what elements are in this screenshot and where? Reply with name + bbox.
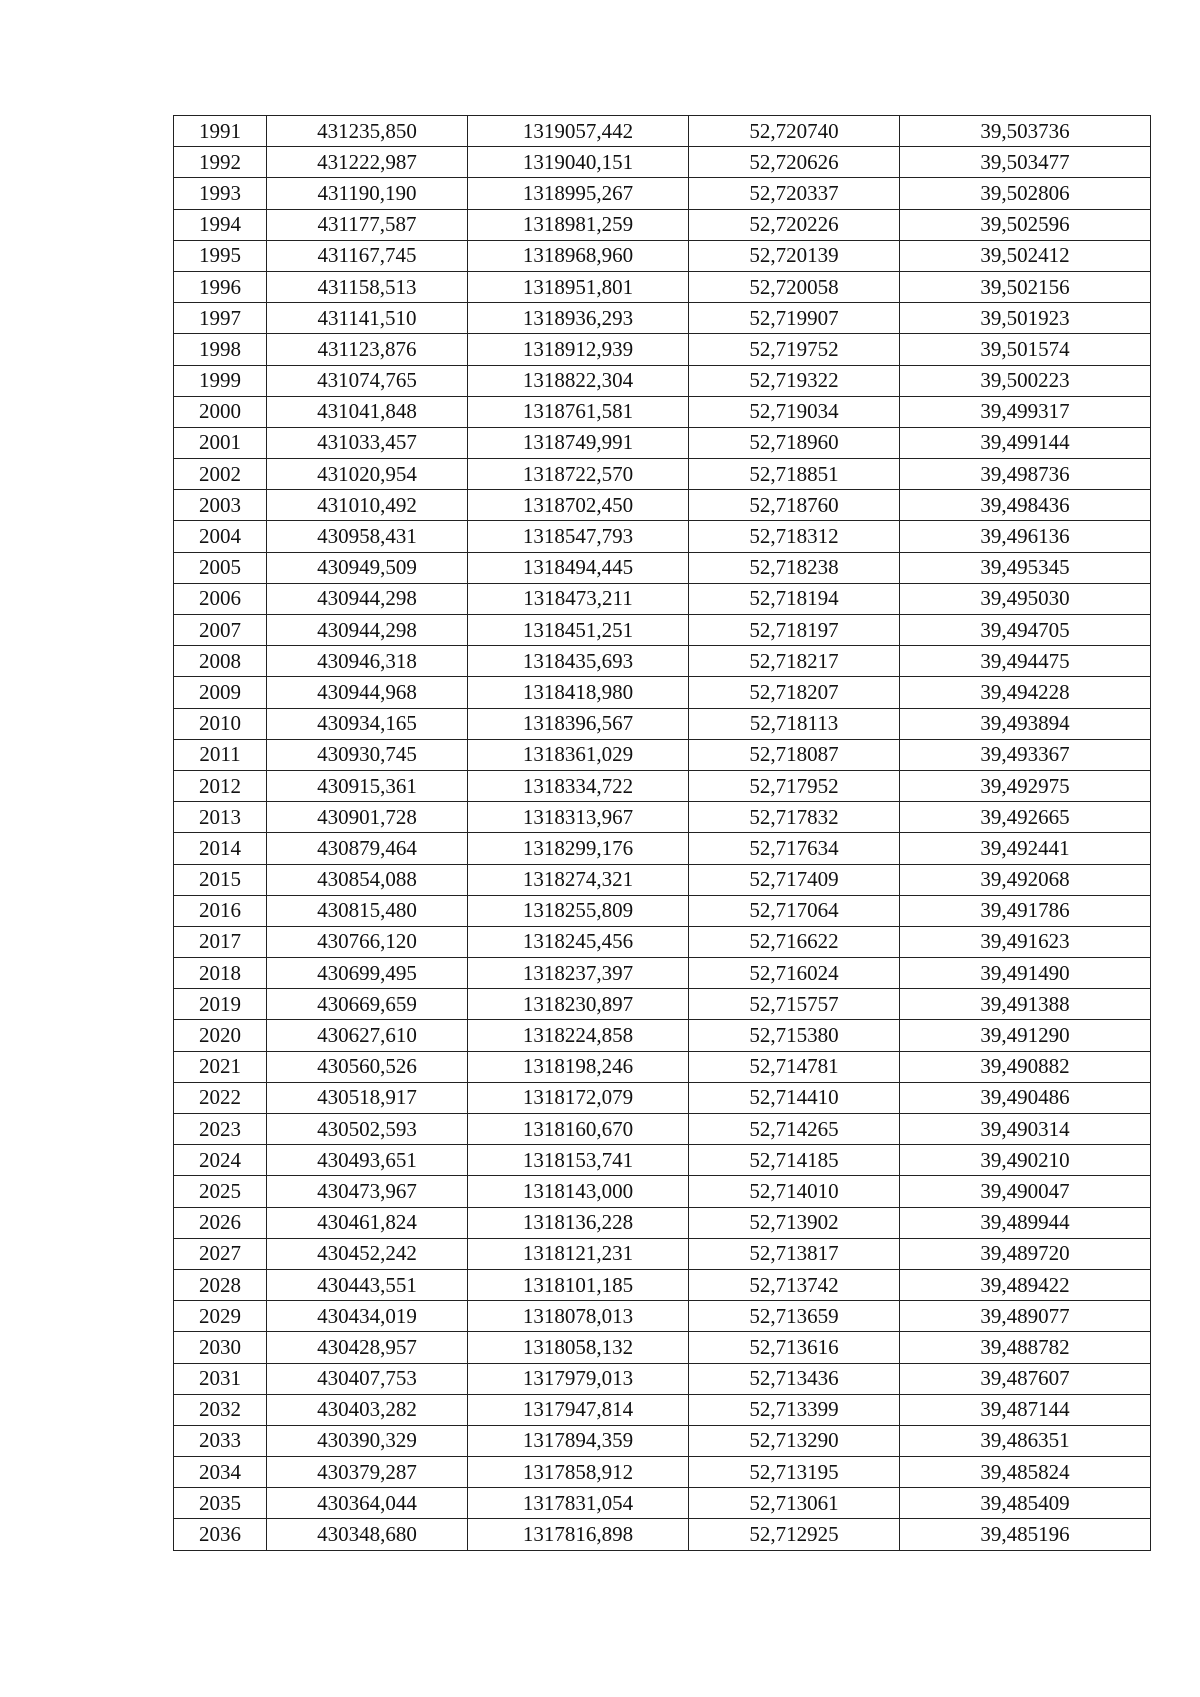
latitude-cell: 52,713290 xyxy=(689,1425,900,1456)
point-number-cell: 2002 xyxy=(174,459,267,490)
x-coordinate-cell: 430428,957 xyxy=(267,1332,468,1363)
table-row xyxy=(174,271,1151,302)
x-coordinate-cell: 430518,917 xyxy=(267,1082,468,1113)
x-coordinate-cell: 430502,593 xyxy=(267,1114,468,1145)
table-row xyxy=(174,708,1151,739)
longitude-cell: 39,485409 xyxy=(900,1488,1151,1519)
y-coordinate-cell: 1318230,897 xyxy=(468,989,689,1020)
longitude-cell: 39,492975 xyxy=(900,770,1151,801)
point-number-cell: 2021 xyxy=(174,1051,267,1082)
y-coordinate-cell: 1318274,321 xyxy=(468,864,689,895)
longitude-cell: 39,491786 xyxy=(900,895,1151,926)
y-coordinate-cell: 1318396,567 xyxy=(468,708,689,739)
table-row xyxy=(174,1207,1151,1238)
y-coordinate-cell: 1317947,814 xyxy=(468,1394,689,1425)
longitude-cell: 39,489944 xyxy=(900,1207,1151,1238)
table-row xyxy=(174,1020,1151,1051)
x-coordinate-cell: 431222,987 xyxy=(267,147,468,178)
x-coordinate-cell: 430669,659 xyxy=(267,989,468,1020)
point-number-cell: 2019 xyxy=(174,989,267,1020)
point-number-cell: 2024 xyxy=(174,1145,267,1176)
y-coordinate-cell: 1318451,251 xyxy=(468,615,689,646)
y-coordinate-cell: 1318255,809 xyxy=(468,895,689,926)
longitude-cell: 39,494475 xyxy=(900,646,1151,677)
x-coordinate-cell: 431235,850 xyxy=(267,116,468,147)
latitude-cell: 52,718238 xyxy=(689,552,900,583)
x-coordinate-cell: 430473,967 xyxy=(267,1176,468,1207)
latitude-cell: 52,718194 xyxy=(689,583,900,614)
x-coordinate-cell: 431141,510 xyxy=(267,303,468,334)
longitude-cell: 39,485196 xyxy=(900,1519,1151,1550)
point-number-cell: 2008 xyxy=(174,646,267,677)
y-coordinate-cell: 1318981,259 xyxy=(468,209,689,240)
latitude-cell: 52,719752 xyxy=(689,334,900,365)
point-number-cell: 2005 xyxy=(174,552,267,583)
point-number-cell: 2013 xyxy=(174,802,267,833)
longitude-cell: 39,496136 xyxy=(900,521,1151,552)
y-coordinate-cell: 1318702,450 xyxy=(468,490,689,521)
y-coordinate-cell: 1318822,304 xyxy=(468,365,689,396)
point-number-cell: 2031 xyxy=(174,1363,267,1394)
x-coordinate-cell: 430627,610 xyxy=(267,1020,468,1051)
latitude-cell: 52,720058 xyxy=(689,271,900,302)
x-coordinate-cell: 430461,824 xyxy=(267,1207,468,1238)
point-number-cell: 2028 xyxy=(174,1269,267,1300)
x-coordinate-cell: 431033,457 xyxy=(267,427,468,458)
point-number-cell: 1996 xyxy=(174,271,267,302)
point-number-cell: 2003 xyxy=(174,490,267,521)
x-coordinate-cell: 430958,431 xyxy=(267,521,468,552)
y-coordinate-cell: 1318418,980 xyxy=(468,677,689,708)
table-row xyxy=(174,209,1151,240)
y-coordinate-cell: 1318912,939 xyxy=(468,334,689,365)
latitude-cell: 52,713436 xyxy=(689,1363,900,1394)
latitude-cell: 52,716024 xyxy=(689,958,900,989)
latitude-cell: 52,720337 xyxy=(689,178,900,209)
table-row xyxy=(174,552,1151,583)
x-coordinate-cell: 430452,242 xyxy=(267,1238,468,1269)
point-number-cell: 2001 xyxy=(174,427,267,458)
point-number-cell: 2014 xyxy=(174,833,267,864)
longitude-cell: 39,498436 xyxy=(900,490,1151,521)
table-row xyxy=(174,1332,1151,1363)
table-row xyxy=(174,1269,1151,1300)
point-number-cell: 2034 xyxy=(174,1457,267,1488)
y-coordinate-cell: 1319040,151 xyxy=(468,147,689,178)
x-coordinate-cell: 430699,495 xyxy=(267,958,468,989)
longitude-cell: 39,494705 xyxy=(900,615,1151,646)
table-row xyxy=(174,615,1151,646)
table-row xyxy=(174,989,1151,1020)
table-row xyxy=(174,1114,1151,1145)
longitude-cell: 39,495030 xyxy=(900,583,1151,614)
table-row xyxy=(174,770,1151,801)
longitude-cell: 39,490486 xyxy=(900,1082,1151,1113)
x-coordinate-cell: 430944,298 xyxy=(267,615,468,646)
x-coordinate-cell: 431177,587 xyxy=(267,209,468,240)
latitude-cell: 52,714781 xyxy=(689,1051,900,1082)
y-coordinate-cell: 1318494,445 xyxy=(468,552,689,583)
latitude-cell: 52,717952 xyxy=(689,770,900,801)
point-number-cell: 2007 xyxy=(174,615,267,646)
latitude-cell: 52,718851 xyxy=(689,459,900,490)
longitude-cell: 39,502596 xyxy=(900,209,1151,240)
point-number-cell: 2011 xyxy=(174,739,267,770)
latitude-cell: 52,718197 xyxy=(689,615,900,646)
longitude-cell: 39,488782 xyxy=(900,1332,1151,1363)
x-coordinate-cell: 430443,551 xyxy=(267,1269,468,1300)
longitude-cell: 39,491623 xyxy=(900,926,1151,957)
point-number-cell: 2030 xyxy=(174,1332,267,1363)
point-number-cell: 2029 xyxy=(174,1301,267,1332)
x-coordinate-cell: 431167,745 xyxy=(267,240,468,271)
latitude-cell: 52,718760 xyxy=(689,490,900,521)
longitude-cell: 39,502412 xyxy=(900,240,1151,271)
table-row xyxy=(174,365,1151,396)
y-coordinate-cell: 1318172,079 xyxy=(468,1082,689,1113)
table-row xyxy=(174,1145,1151,1176)
x-coordinate-cell: 430493,651 xyxy=(267,1145,468,1176)
y-coordinate-cell: 1318936,293 xyxy=(468,303,689,334)
longitude-cell: 39,501923 xyxy=(900,303,1151,334)
latitude-cell: 52,714185 xyxy=(689,1145,900,1176)
x-coordinate-cell: 430407,753 xyxy=(267,1363,468,1394)
y-coordinate-cell: 1318313,967 xyxy=(468,802,689,833)
y-coordinate-cell: 1318101,185 xyxy=(468,1269,689,1300)
longitude-cell: 39,490047 xyxy=(900,1176,1151,1207)
y-coordinate-cell: 1317816,898 xyxy=(468,1519,689,1550)
latitude-cell: 52,715757 xyxy=(689,989,900,1020)
point-number-cell: 2016 xyxy=(174,895,267,926)
point-number-cell: 1999 xyxy=(174,365,267,396)
x-coordinate-cell: 430930,745 xyxy=(267,739,468,770)
x-coordinate-cell: 430390,329 xyxy=(267,1425,468,1456)
table-row xyxy=(174,1394,1151,1425)
latitude-cell: 52,717634 xyxy=(689,833,900,864)
x-coordinate-cell: 430879,464 xyxy=(267,833,468,864)
y-coordinate-cell: 1318245,456 xyxy=(468,926,689,957)
y-coordinate-cell: 1318237,397 xyxy=(468,958,689,989)
y-coordinate-cell: 1318299,176 xyxy=(468,833,689,864)
y-coordinate-cell: 1318136,228 xyxy=(468,1207,689,1238)
table-row xyxy=(174,303,1151,334)
table-row xyxy=(174,1519,1151,1550)
y-coordinate-cell: 1317979,013 xyxy=(468,1363,689,1394)
latitude-cell: 52,718312 xyxy=(689,521,900,552)
y-coordinate-cell: 1317831,054 xyxy=(468,1488,689,1519)
table-row xyxy=(174,396,1151,427)
table-row xyxy=(174,583,1151,614)
longitude-cell: 39,489077 xyxy=(900,1301,1151,1332)
table-row xyxy=(174,926,1151,957)
x-coordinate-cell: 430901,728 xyxy=(267,802,468,833)
y-coordinate-cell: 1318058,132 xyxy=(468,1332,689,1363)
y-coordinate-cell: 1317858,912 xyxy=(468,1457,689,1488)
latitude-cell: 52,713659 xyxy=(689,1301,900,1332)
longitude-cell: 39,492665 xyxy=(900,802,1151,833)
x-coordinate-cell: 431074,765 xyxy=(267,365,468,396)
x-coordinate-cell: 430379,287 xyxy=(267,1457,468,1488)
x-coordinate-cell: 431190,190 xyxy=(267,178,468,209)
table-row xyxy=(174,864,1151,895)
longitude-cell: 39,491388 xyxy=(900,989,1151,1020)
table-row xyxy=(174,116,1151,147)
table-row xyxy=(174,334,1151,365)
latitude-cell: 52,718217 xyxy=(689,646,900,677)
point-number-cell: 2000 xyxy=(174,396,267,427)
x-coordinate-cell: 430403,282 xyxy=(267,1394,468,1425)
coordinates-table xyxy=(173,115,1151,1551)
table-row xyxy=(174,178,1151,209)
table-row xyxy=(174,521,1151,552)
latitude-cell: 52,717409 xyxy=(689,864,900,895)
point-number-cell: 2012 xyxy=(174,770,267,801)
longitude-cell: 39,502156 xyxy=(900,271,1151,302)
latitude-cell: 52,713902 xyxy=(689,1207,900,1238)
point-number-cell: 2015 xyxy=(174,864,267,895)
table-row xyxy=(174,490,1151,521)
latitude-cell: 52,719034 xyxy=(689,396,900,427)
point-number-cell: 1992 xyxy=(174,147,267,178)
table-row xyxy=(174,1363,1151,1394)
y-coordinate-cell: 1318761,581 xyxy=(468,396,689,427)
latitude-cell: 52,720740 xyxy=(689,116,900,147)
point-number-cell: 1995 xyxy=(174,240,267,271)
longitude-cell: 39,495345 xyxy=(900,552,1151,583)
latitude-cell: 52,718207 xyxy=(689,677,900,708)
point-number-cell: 2006 xyxy=(174,583,267,614)
x-coordinate-cell: 430934,165 xyxy=(267,708,468,739)
longitude-cell: 39,501574 xyxy=(900,334,1151,365)
table-row xyxy=(174,147,1151,178)
longitude-cell: 39,500223 xyxy=(900,365,1151,396)
latitude-cell: 52,717832 xyxy=(689,802,900,833)
coordinates-table-body xyxy=(174,116,1151,1551)
y-coordinate-cell: 1318361,029 xyxy=(468,739,689,770)
y-coordinate-cell: 1318473,211 xyxy=(468,583,689,614)
longitude-cell: 39,502806 xyxy=(900,178,1151,209)
table-row xyxy=(174,1488,1151,1519)
point-number-cell: 1991 xyxy=(174,116,267,147)
longitude-cell: 39,489720 xyxy=(900,1238,1151,1269)
y-coordinate-cell: 1318143,000 xyxy=(468,1176,689,1207)
x-coordinate-cell: 431158,513 xyxy=(267,271,468,302)
latitude-cell: 52,718087 xyxy=(689,739,900,770)
point-number-cell: 1997 xyxy=(174,303,267,334)
longitude-cell: 39,492441 xyxy=(900,833,1151,864)
longitude-cell: 39,503477 xyxy=(900,147,1151,178)
table-row xyxy=(174,895,1151,926)
latitude-cell: 52,716622 xyxy=(689,926,900,957)
x-coordinate-cell: 430560,526 xyxy=(267,1051,468,1082)
longitude-cell: 39,487144 xyxy=(900,1394,1151,1425)
table-row xyxy=(174,240,1151,271)
latitude-cell: 52,720226 xyxy=(689,209,900,240)
longitude-cell: 39,490882 xyxy=(900,1051,1151,1082)
table-row xyxy=(174,1176,1151,1207)
longitude-cell: 39,492068 xyxy=(900,864,1151,895)
latitude-cell: 52,714010 xyxy=(689,1176,900,1207)
longitude-cell: 39,485824 xyxy=(900,1457,1151,1488)
x-coordinate-cell: 431010,492 xyxy=(267,490,468,521)
point-number-cell: 1994 xyxy=(174,209,267,240)
y-coordinate-cell: 1317894,359 xyxy=(468,1425,689,1456)
latitude-cell: 52,719907 xyxy=(689,303,900,334)
longitude-cell: 39,493367 xyxy=(900,739,1151,770)
table-row xyxy=(174,1457,1151,1488)
longitude-cell: 39,499317 xyxy=(900,396,1151,427)
latitude-cell: 52,720139 xyxy=(689,240,900,271)
x-coordinate-cell: 430944,968 xyxy=(267,677,468,708)
point-number-cell: 2022 xyxy=(174,1082,267,1113)
longitude-cell: 39,490210 xyxy=(900,1145,1151,1176)
y-coordinate-cell: 1318198,246 xyxy=(468,1051,689,1082)
table-row xyxy=(174,677,1151,708)
latitude-cell: 52,715380 xyxy=(689,1020,900,1051)
table-row xyxy=(174,833,1151,864)
latitude-cell: 52,717064 xyxy=(689,895,900,926)
latitude-cell: 52,713616 xyxy=(689,1332,900,1363)
y-coordinate-cell: 1318951,801 xyxy=(468,271,689,302)
table-row xyxy=(174,1301,1151,1332)
table-row xyxy=(174,958,1151,989)
longitude-cell: 39,491290 xyxy=(900,1020,1151,1051)
latitude-cell: 52,714410 xyxy=(689,1082,900,1113)
table-row xyxy=(174,1051,1151,1082)
latitude-cell: 52,712925 xyxy=(689,1519,900,1550)
x-coordinate-cell: 431041,848 xyxy=(267,396,468,427)
y-coordinate-cell: 1318435,693 xyxy=(468,646,689,677)
y-coordinate-cell: 1318547,793 xyxy=(468,521,689,552)
x-coordinate-cell: 430766,120 xyxy=(267,926,468,957)
longitude-cell: 39,499144 xyxy=(900,427,1151,458)
point-number-cell: 2023 xyxy=(174,1114,267,1145)
point-number-cell: 2032 xyxy=(174,1394,267,1425)
x-coordinate-cell: 430915,361 xyxy=(267,770,468,801)
latitude-cell: 52,713399 xyxy=(689,1394,900,1425)
y-coordinate-cell: 1318995,267 xyxy=(468,178,689,209)
y-coordinate-cell: 1318749,991 xyxy=(468,427,689,458)
latitude-cell: 52,720626 xyxy=(689,147,900,178)
x-coordinate-cell: 430946,318 xyxy=(267,646,468,677)
latitude-cell: 52,719322 xyxy=(689,365,900,396)
latitude-cell: 52,713742 xyxy=(689,1269,900,1300)
point-number-cell: 2035 xyxy=(174,1488,267,1519)
longitude-cell: 39,491490 xyxy=(900,958,1151,989)
y-coordinate-cell: 1318334,722 xyxy=(468,770,689,801)
longitude-cell: 39,503736 xyxy=(900,116,1151,147)
y-coordinate-cell: 1319057,442 xyxy=(468,116,689,147)
longitude-cell: 39,487607 xyxy=(900,1363,1151,1394)
x-coordinate-cell: 430949,509 xyxy=(267,552,468,583)
point-number-cell: 2025 xyxy=(174,1176,267,1207)
y-coordinate-cell: 1318121,231 xyxy=(468,1238,689,1269)
point-number-cell: 1993 xyxy=(174,178,267,209)
point-number-cell: 2027 xyxy=(174,1238,267,1269)
table-row xyxy=(174,459,1151,490)
latitude-cell: 52,714265 xyxy=(689,1114,900,1145)
longitude-cell: 39,494228 xyxy=(900,677,1151,708)
latitude-cell: 52,713195 xyxy=(689,1457,900,1488)
table-row xyxy=(174,739,1151,770)
y-coordinate-cell: 1318078,013 xyxy=(468,1301,689,1332)
y-coordinate-cell: 1318160,670 xyxy=(468,1114,689,1145)
x-coordinate-cell: 430348,680 xyxy=(267,1519,468,1550)
x-coordinate-cell: 430434,019 xyxy=(267,1301,468,1332)
table-row xyxy=(174,802,1151,833)
longitude-cell: 39,486351 xyxy=(900,1425,1151,1456)
point-number-cell: 2036 xyxy=(174,1519,267,1550)
latitude-cell: 52,713061 xyxy=(689,1488,900,1519)
x-coordinate-cell: 430854,088 xyxy=(267,864,468,895)
longitude-cell: 39,498736 xyxy=(900,459,1151,490)
y-coordinate-cell: 1318224,858 xyxy=(468,1020,689,1051)
table-row xyxy=(174,1082,1151,1113)
point-number-cell: 2010 xyxy=(174,708,267,739)
table-row xyxy=(174,1238,1151,1269)
y-coordinate-cell: 1318968,960 xyxy=(468,240,689,271)
point-number-cell: 2004 xyxy=(174,521,267,552)
point-number-cell: 2018 xyxy=(174,958,267,989)
point-number-cell: 2033 xyxy=(174,1425,267,1456)
table-row xyxy=(174,427,1151,458)
latitude-cell: 52,718113 xyxy=(689,708,900,739)
x-coordinate-cell: 430815,480 xyxy=(267,895,468,926)
x-coordinate-cell: 431123,876 xyxy=(267,334,468,365)
x-coordinate-cell: 431020,954 xyxy=(267,459,468,490)
longitude-cell: 39,489422 xyxy=(900,1269,1151,1300)
point-number-cell: 2020 xyxy=(174,1020,267,1051)
table-row xyxy=(174,646,1151,677)
point-number-cell: 1998 xyxy=(174,334,267,365)
point-number-cell: 2017 xyxy=(174,926,267,957)
latitude-cell: 52,718960 xyxy=(689,427,900,458)
table-row xyxy=(174,1425,1151,1456)
latitude-cell: 52,713817 xyxy=(689,1238,900,1269)
point-number-cell: 2009 xyxy=(174,677,267,708)
longitude-cell: 39,490314 xyxy=(900,1114,1151,1145)
x-coordinate-cell: 430364,044 xyxy=(267,1488,468,1519)
longitude-cell: 39,493894 xyxy=(900,708,1151,739)
y-coordinate-cell: 1318153,741 xyxy=(468,1145,689,1176)
point-number-cell: 2026 xyxy=(174,1207,267,1238)
x-coordinate-cell: 430944,298 xyxy=(267,583,468,614)
y-coordinate-cell: 1318722,570 xyxy=(468,459,689,490)
